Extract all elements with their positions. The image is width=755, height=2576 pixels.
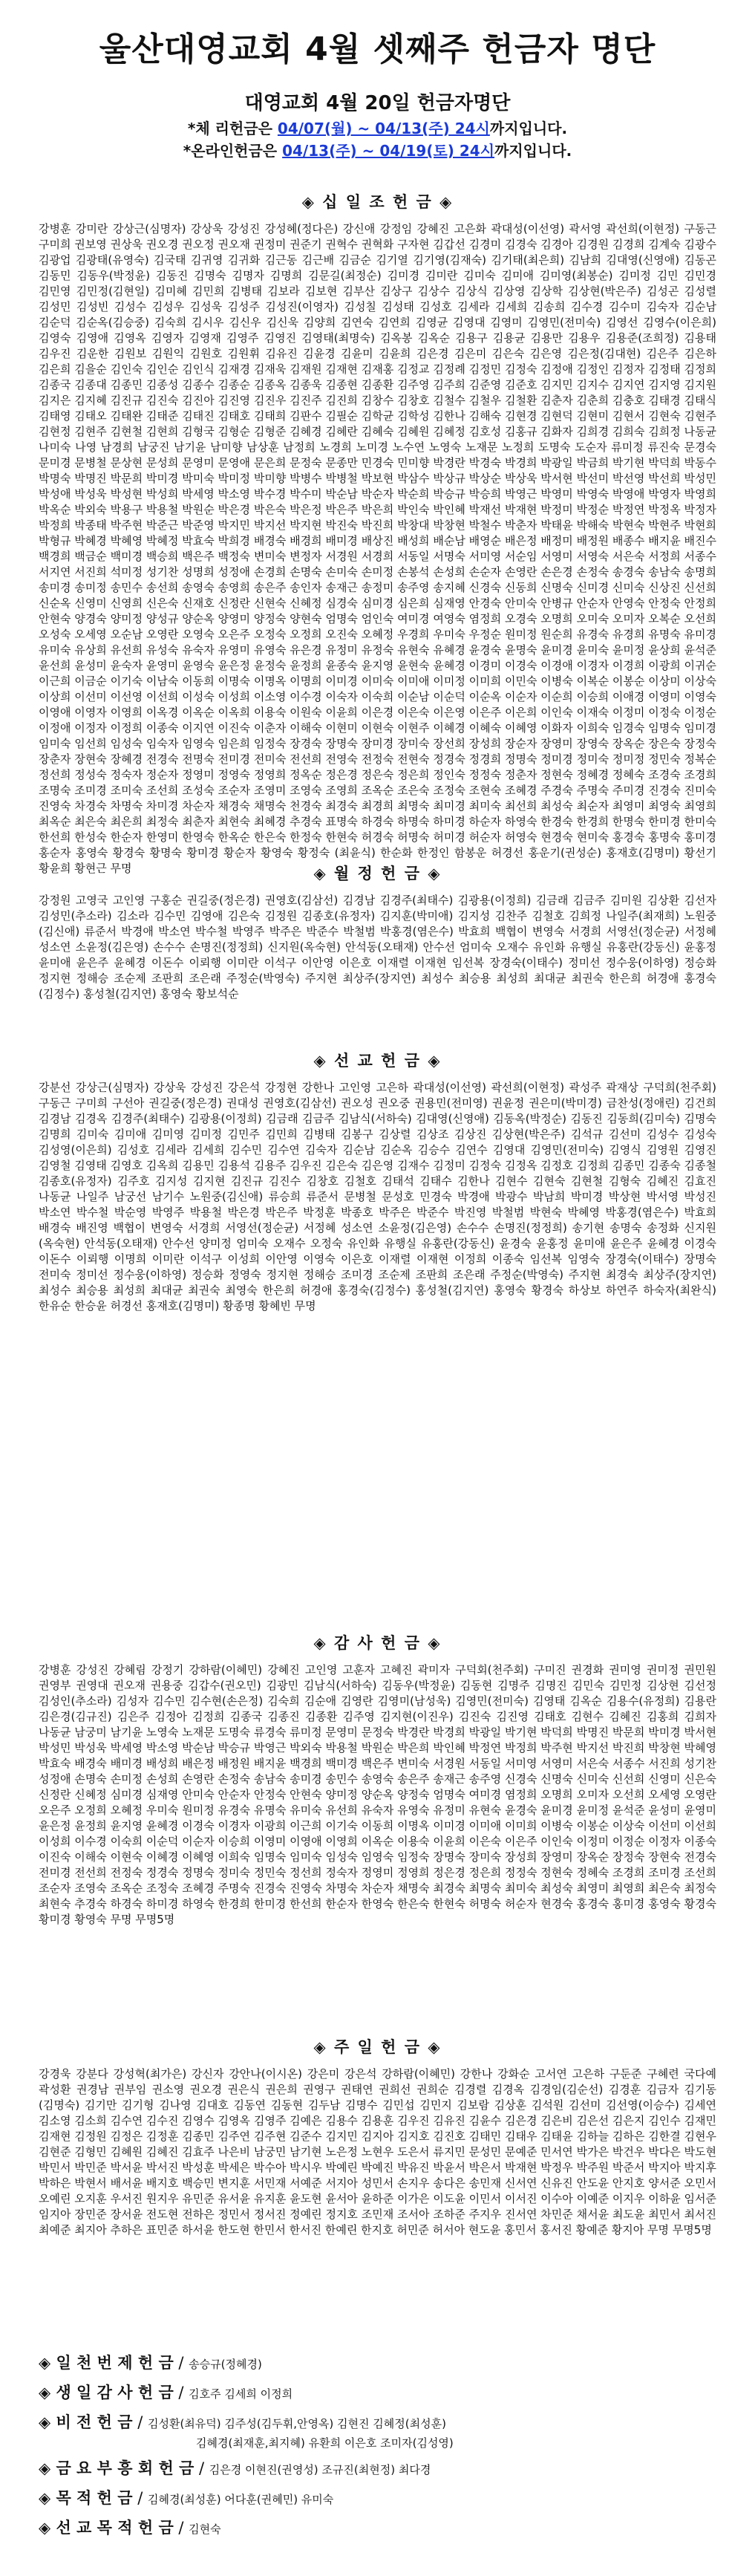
- section-title: ◈ 선 교 헌 금 ◈: [313, 1052, 442, 1070]
- offline-suffix: 까지입니다.: [489, 120, 568, 137]
- tithe-names: 강병훈 강미란 강상근(심명자) 강상욱 강성진 강성혜(정다은) 강신애 강정임 강혜진 고은화 곽대성(이선영) 곽서영 곽선희(이현정) 구동근 구미희 권보영 권상욱 권오경 권오정 권오재 권정미 권준기 권혁수 권혁화 구자현 김갑선 김경미 김경숙 김경아 김경원 김경희 김계숙 김광수 김광업 김광태(유영숙) 김국태 김귀영 김귀화 김근동 김근배 김금순 김기열 김기영(김재숙) 김기태(최은희) 김남희 김대영(신영애) 김동곤 김동민 김동우(박정윤) 김동진 김명숙 김명자 김명희 김문길(최정순) 김미경 김미란 김미숙 김미애 김미영(최봉순) 김미정 김민 김민경 김민영 김민정(김현일) 김미혜 김민희 김병태 김보라 김보현 김부산 김상구 김상수 김상식 김상영 김상학 김상현(박은주) 김성곤 김성렬 김성민 김성빈 김성수 김성우 김성욱 김성주 김성진(이영자) 김성칠 김성태 김성호 김세라 김세희 김송희 김수경 김수미 김숙자 김순남 김순덕 김순옥(김승중) 김숙희 김시우 김신우 김신욱 김양희 김연숙 김연희 김영균 김영대 김영미 김영민(전미숙) 김영선 김영수(이은희) 김영숙 김영애 김영옥 김영자 김영재 김영주 김영진 김영태(최명숙) 김옥봉 김옥순 김용구 김용균 김용만 김용우 김용준(조희정) 김용태 김우진 김운한 김원보 김원익 김원호 김원휘 김유진 김윤경 김윤미 김윤희 김은경 김은미 김은숙 김은영 김은정(김대현) 김은주 김은하 김은희 김을순 김인숙 김인순 김인식 김재경 김재욱 김재원 김재현 김재홍 김정교 김정례 김정민 김정숙 김정애 김정인 김정자 김정태 김정희 김종국 김종대 김종민 김종성 김종수 김종순 김종옥 김종욱 김종현 김종환 김주영 김주희 김준영 김준호 김지민 김지수 김지연 김지영 김지원 김지은 김지혜 김진규 김진숙 김진아 김진영 김진우 김진주 김진희 김창수 김창호 김철수 김철우 김철환 김춘자 김춘희 김충호 김태경 김태식 김태영 김태오 김태완 김태준 김태진 김태호 김태희 김판수 김필순 김학균 김학성 김한나 김해숙 김현경 김현덕 김현미 김현서 김현숙 김현주 김현정 김현주 김현철 김현희 김형국 김형순 김형준 김혜경 김혜란 김혜숙 김혜원 김혜정 김호성 김홍규 김화자 김희경 김희숙 김희정 나동균 나미숙 나영 남경희 남궁진 남기윤 남미향 남상훈 남정희 노경희 노미경 노수연 노영숙 노재문 노정희 도명숙 도순자 류미정 류진숙 문경숙 문미경 문병철 문상현 문성희 문영미 문영애 문은희 문정숙 문종만 민경숙 민미향 박경란 박경숙 박경희 박광일 박금희 박기현 박덕희 박동수 박명숙 박명진 박문희 박미경 박미숙 박미정 박미향 박병수 박병철 박보현 박삼수 박상규 박상순 박상욱 박서현 박선미 박선영 박선희 박성민 박성애 박성욱 박성현 박성희 박세영 박소영 박수경 박수미 박순남 박순자 박순희 박승규 박승희 박영근 박영미 박영숙 박영애 박영자 박영희 박옥순 박외숙 박용구 박용철 박원순 박은경 박은숙 박은정 박은주 박은희 박인숙 박인혜 박재선 박재현 박정미 박정순 박정연 박정옥 박정자 박정희 박종태 박주현 박준근 박준영 박지민 박지선 박지현 박진숙 박진희 박창대 박창현 박철수 박춘자 박태윤 박해숙 박현숙 박현주 박현희 박형규 박혜경 박혜영 박혜정 박효숙 박희경 배경숙 배경희 배미경 배상진 배성희 배순남 배영순 배은정 배정미 배정원 배종수 배지윤 배진수 백경희 백금순 백미경 백승희 백은주 백정숙 변미숙 변정자 서경원 서경희 서동일 서명숙 서미영 서순임 서영미 서영숙 서은숙 서정희 서종수 서지연 서진희 석미정 성기찬 성명희 성정애 손경희 손명숙 손미숙 손미정 손봉석 손성희 손순자 손영란 손은경 손정숙 송경숙 송남숙 송명희 송미경 송미정 송민수 송선희 송영숙 송영희 송은주 송인자 송재근 송정미 송주영 송지혜 신경숙 신동희 신명숙 신미경 신미숙 신상진 신선희 신순옥 신영미 신영희 신은숙 신재호 신정란 신현숙 신혜정 심경숙 심미경 심은희 심재영 안경숙 안미숙 안병규 안순자 안영숙 안정숙 안정희 안현숙 양경숙 양미정 양성규 양순옥 양영미 양정숙 양현숙 엄명숙 엄인숙 여미경 여영숙 염정희 오경숙 오명희 오미숙 오미자 오복순 오선희 오성숙 오세영 오순남 오영란 오영숙 오은주 오정숙 오정희 오진숙 오혜정 우경희 우미숙 우정순 원미정 원순희 유경숙 유경희 유명숙 유미경 유미숙 유상희 유선희 유성숙 유숙자 유영미 유영숙 유은경 유정미 유정숙 유현숙 유혜경 윤경숙 윤명숙 윤미경 윤미숙 윤미정 윤상희 윤석준 윤선희 윤성미 윤숙자 윤영미 윤영숙 윤은정 윤정숙 윤정희 윤종숙 윤지영 윤현숙 윤혜경 이경미 이경숙 이경애 이경자 이경희 이광희 이귀순 이근희 이금순 이기숙 이남숙 이동희 이명숙 이명옥 이명희 이미경 이미숙 이미애 이미정 이미희 이민숙 이병숙 이복순 이봉순 이상미 이상숙 이상희 이선미 이선영 이선희 이성숙 이성희 이소영 이수경 이숙자 이숙희 이순남 이순덕 이순옥 이순자 이순희 이승희 이애경 이영미 이영숙 이영애 이영자 이영희 이옥경 이옥순 이옥희 이용숙 이원숙 이윤희 이은경 이은숙 이은영 이은주 이은희 이인숙 이재숙 이정미 이정숙 이정순 이정애 이정자 이정희 이종숙 이지연 이진숙 이춘자 이해숙 이현미 이현숙 이현주 이혜경 이혜숙 이혜영 이화자 이희숙 임경숙 임명숙 임미경 임미숙 임선희 임성숙 임숙자 임영숙 임은희 임정숙 장경숙 장명숙 장미경 장미숙 장선희 장성희 장순자 장영미 장영숙 장옥순 장은숙 장정숙 장춘자 장현숙 장혜경 전경숙 전명숙 전미경 전미숙 전선희 전영숙 전정숙 전현숙 정경숙 정경희 정명숙 정미경 정미숙 정미정 정민숙 정복순 정선희 정성숙 정숙자 정순자 정영미 정영숙 정영희 정옥순 정은경 정은숙 정은희 정인숙 정정숙 정춘자 정현숙 정혜경 정혜숙 조경숙 조경희 조명숙 조미경 조미숙 조선희 조성숙 조순자 조영미 조영숙 조영희 조옥순 조은숙 조정숙 조현숙 조혜경 주경숙 주명숙 주미경 진경숙 진미숙 진영숙 차경숙 차명숙 차미경 차순자 채경숙 채명숙 천경숙 최경숙 최경희 최명숙 최미경 최미숙 최선희 최성숙 최순자 최영미 최영숙 최영희 최옥순 최은숙 최은희 최정숙 최춘자 최현숙 최혜경 추경숙 표명숙 하경숙 하명숙 하미경 하순자 하영숙 한경숙 한경희 한명숙 한미경 한미숙 한선희 한성숙 한순자 한영미 한영숙 한옥순 한은숙 한정숙 한현숙 허경숙 허명숙 허미경 허순자 허영숙 현경숙 현미숙 홍경숙 홍명숙 홍미경 홍순자 홍영숙 황경숙 황명숙 황미경 황순자 황영숙 황정숙 (최윤식) 한순화 한정인 함봉운 허경선 홍운기(권성순) 홍재호(김명미) 황선기 황윤희 황현근 무명: [39, 222, 716, 875]
- section-title: ◈ 주 일 헌 금 ◈: [313, 2038, 442, 2056]
- row-separator: /: [173, 2519, 189, 2537]
- page-title: 울산대영교회 4월 셋째주 헌금자 명단: [99, 30, 656, 68]
- offline-dates: 04/07(월) ~ 04/13(주) 24시: [277, 120, 490, 137]
- mission-names: 강분선 강상근(심명자) 강상욱 강성진 강은석 강정현 강한나 고인영 고은하 곽대성(이선영) 곽선희(이현정) 곽성주 곽재상 구덕희(천주회) 구동근 구미희 구선아 권길중(정은경) 권대성 권영호(김삼선) 권오성 권오중 권용민(전미영) 권윤정 권은미(박미경) 금찬성(정애린) 김건희 김경남 김경옥 김경주(최태수) 김광용(이정희) 김금래 김금주 김남식(서하숙) 김대영(신영애) 김동옥(박정순) 김동진 김동희(김미숙) 김명숙 김명희 김미숙 김미애 김미영 김미정 김민주 김민희 김병태 김봉구 김상렬 김상조 김상진 김상현(박은주) 김석규 김선미 김성수 김성숙 김성영(이은희) 김성호 김세라 김세희 김수민 김수연 김숙자 김순남 김순옥 김승수 김연수 김영대 김영민(전미숙) 김영식 김영원 김영진 김영철 김영태 김영호 김옥희 김용민 김용석 김용주 김우진 김은숙 김은영 김재수 김정미 김정숙 김정옥 김정호 김정희 김종민 김종숙 김종철 김종호(유정자) 김주호 김지성 김지현 김진규 김진수 김창호 김철호 김태석 김태수 김한나 김현수 김현숙 김현철 김형숙 김혜진 김효진 나동균 나일주 남궁선 남기수 노원중(김신애) 류승희 류준서 문병철 문성호 민경숙 박경애 박광수 박남희 박미경 박상현 박서영 박성진 박소연 박수철 박순영 박영주 박용철 박은경 박은주 박정훈 박종호 박주은 박준수 박진영 박철범 박현숙 박혜영 박홍경(염은수) 박효희 배경숙 배진영 백협이 변영숙 서경희 서영선(정순균) 서정혜 성소연 소윤정(김은영) 손수수 손명진(정정희) 송기현 송명숙 송정화 신지원(옥숙현) 안석동(오태재) 안수선 양미정 엄미숙 오재수 오정숙 유인화 유행실 유홍란(강동신) 윤경숙 윤홍정 윤미애 윤은주 윤혜경 이경숙 이돈수 이뢰행 이명희 이미란 이석구 이성희 이안영 이영숙 이은호 이재렬 이재현 이정희 이종숙 임선복 임영숙 장경숙(이태수) 장명숙 전미숙 정미선 정수웅(이하영) 정승화 정영숙 정지현 정해승 조미경 조순제 조판희 조은래 주정순(박영숙) 주지현 최경숙 최상주(장지연) 최성수 최승용 최성희 최대균 최권숙 최영숙 한은희 허경애 홍경숙(김정수) 홍성철(김지연) 홍영숙 황경숙 하상보 하연주 하숙자(최완식) 한유순 한승윤 허경선 홍재호(김명미) 황종명 황혜빈 무명: [39, 1081, 716, 1313]
- row-separator: /: [132, 2413, 148, 2431]
- row-value: 김성환(최유덕) 김주성(김두휘,안영옥) 김현진 김혜정(최성훈): [147, 2417, 446, 2430]
- row-label: ◈ 일 천 번 제 헌 금: [39, 2354, 174, 2372]
- section-title: ◈ 월 정 헌 금 ◈: [313, 865, 442, 882]
- row-label: ◈ 생 일 감 사 헌 금: [39, 2384, 174, 2401]
- row-label: ◈ 선 교 목 적 헌 금: [39, 2519, 174, 2537]
- mission-purpose-offering-row: [39, 2517, 716, 2540]
- thanksgiving-names: 강병훈 강성진 강혜림 강정기 강하람(이혜민) 강혜진 고인영 고훈자 고혜진 곽미자 구덕회(천주회) 구미진 권경화 권미영 권미정 권민원 권영부 권영대 권오재 권용중 김갑수(권오민) 김광민 김남식(서하숙) 김동우(박정윤) 김동현 김명주 김명진 김민숙 김민정 김상현 김선정 김성인(추소라) 김성자 김수민 김수현(손은정) 김숙희 김순애 김영란 김영미(남성욱) 김영민(전미숙) 김영태 김옥순 김용수(유정희) 김용란 김은경(김규진) 김은주 김정아 김정희 김종국 김종진 김종환 김주영 김지현(이진우) 김진숙 김진영 김태호 김현수 김혜진 김홍희 김희자 나동균 남궁미 남기윤 노영숙 노재문 도명숙 류경숙 류미정 문영미 문정숙 박경란 박경희 박광일 박기현 박덕희 박명진 박문희 박미경 박서현 박성민 박성욱 박세영 박소영 박순남 박승규 박영근 박외숙 박용철 박원순 박은희 박인혜 박정연 박정희 박주현 박지선 박진희 박창현 박혜영 박효숙 배경숙 배미경 배성희 배은정 배정원 배지윤 백경희 백미경 백은주 변미숙 서경원 서동일 서미영 서영미 서은숙 서종수 서진희 성기찬 성정애 손명숙 손미정 손성희 손영란 손정숙 송남숙 송미경 송민수 송영숙 송은주 송재근 송주영 신경숙 신명숙 신미숙 신선희 신영미 신은숙 신정란 신혜정 심미경 심재영 안미숙 안순자 안정숙 안현숙 양미정 양순옥 양정숙 엄명숙 여미경 염정희 오명희 오미자 오선희 오세영 오영란 오은주 오정희 오혜정 우미숙 원미정 유경숙 유명숙 유미숙 유선희 유숙자 유영숙 유정미 유현숙 윤경숙 윤미경 윤미정 윤석준 윤성미 윤영미 윤은정 윤정희 윤지영 윤혜경 이경숙 이경자 이광희 이근희 이기숙 이동희 이명옥 이미경 이미애 이미희 이병숙 이봉순 이상숙 이선미 이선희 이성희 이수경 이숙희 이순덕 이순자 이승희 이영미 이영애 이영희 이옥순 이용숙 이윤희 이은숙 이은주 이인숙 이정미 이정순 이정자 이종숙 이진숙 이해숙 이현숙 이혜경 이혜영 이희숙 임명숙 임미숙 임성숙 임영숙 임정숙 장명숙 장미숙 장성희 장영미 장옥순 장정숙 장현숙 전경숙 전미경 전선희 전정숙 정경숙 정명숙 정미숙 정민숙 정선희 정숙자 정영미 정영희 정은경 정은희 정정숙 정현숙 정혜숙 조경희 조미경 조선희 조순자 조영숙 조옥순 조정숙 조혜경 주명숙 진경숙 진영숙 차명숙 차순자 채명숙 최경숙 최명숙 최미숙 최성숙 최영미 최영희 최은숙 최정숙 최현숙 추경숙 하경숙 하미경 하영숙 한경희 한미경 한선희 한순자 한영숙 한은숙 한현숙 허명숙 허순자 현경숙 홍경숙 홍미경 홍영숙 황경숙 황미경 황영숙 무명 무명5명: [39, 1663, 716, 1926]
- row-separator: /: [132, 2489, 148, 2507]
- row-separator: /: [173, 2384, 189, 2401]
- section-thanksgiving: [0, 1631, 755, 2019]
- row-separator: /: [194, 2459, 209, 2477]
- row-value: 송승규(정혜경): [189, 2358, 262, 2371]
- birthday-offering-row: [39, 2381, 716, 2405]
- offline-period: [0, 117, 755, 140]
- section-title: ◈ 감 사 헌 금 ◈: [313, 1634, 442, 1652]
- sunday-names: 강경욱 강분다 강성혁(최가은) 강신자 강안나(이시온) 강은미 강은석 강하람(이혜민) 강한나 강화순 고서연 고은하 구둔준 구혜련 국다예 곽성환 권경남 권부임 권소영 권오경 권은식 권은희 권영구 권태연 권희선 권희순 김경렬 김경옥 김경임(김순선) 김경훈 김금자 김기동(김명숙) 김기만 김기형 김나영 김대호 김동연 김동현 김두남 김명수 김민섭 김민지 김보람 김상훈 김석원 김선미 김선영(이승수) 김세연 김소영 김소희 김수연 김수진 김영수 김영옥 김영주 김예은 김용수 김용훈 김우진 김유진 김윤수 김은경 김은비 김은선 김은지 김인수 김재민 김재현 김정원 김정은 김정훈 김종민 김주연 김주현 김준수 김지민 김지아 김지호 김진호 김태민 김태우 김태윤 김하늘 김하은 김한결 김현우 김현준 김형민 김혜원 김혜진 김효주 나은비 남궁민 남기현 노은정 노현우 도은서 류지민 문성민 문예준 민서연 박가은 박건우 박다은 박도현 박민서 박민준 박서윤 박서진 박성훈 박세은 박수아 박시우 박예린 박예진 박유진 박윤서 박은서 박재현 박정우 박주원 박준서 박지아 박지후 박하은 박현서 배서윤 배지호 백승민 변지훈 서민재 서예준 서지아 성민서 손지우 송다은 송민재 신서연 신유진 안도윤 안지호 양서준 오민서 오예린 오지훈 우서진 원지우 유민준 유서윤 유지훈 윤도현 윤서아 윤하준 이가은 이도윤 이민서 이서진 이수아 이예준 이지우 이하윤 임서준 임지아 장민준 장서윤 전도현 전하은 정민서 정서진 정예린 정지호 조민재 조서아 조하준 주지우 진서연 차민준 채서윤 최도윤 최민서 최서진 최예준 최지아 추하은 표민준 하서윤 한도현 한민서 한서진 한예린 한지호 허민준 허서아 현도윤 홍민서 홍서진 황예준 황지아 무명 무명5명: [39, 2067, 716, 2237]
- row-separator: /: [173, 2354, 189, 2372]
- section-mission: [0, 1049, 755, 1615]
- offline-prefix: *체 리헌금은: [187, 120, 278, 137]
- ilcheon-offering-row: [39, 2352, 716, 2375]
- special-offerings: [0, 2352, 755, 2540]
- online-period: [0, 140, 755, 162]
- row-value: 김현숙: [189, 2523, 221, 2536]
- friday-revival-offering-row: [39, 2457, 716, 2481]
- row-value-continued: 김혜경(최재훈,최지혜) 유환희 이은호 조미자(김성영): [196, 2436, 454, 2450]
- row-label: ◈ 비 전 헌 금: [39, 2413, 133, 2431]
- row-label: ◈ 목 적 헌 금: [39, 2489, 133, 2507]
- page-subtitle: 대영교회 4월 20일 헌금자명단: [244, 92, 511, 114]
- online-suffix: 까지입니다.: [494, 142, 572, 160]
- purpose-offering-row: [39, 2487, 716, 2511]
- offering-period-notice: [0, 117, 755, 162]
- section-title: ◈ 십 일 조 헌 금 ◈: [301, 193, 454, 211]
- row-value: 김호주 김세희 이정희: [189, 2387, 293, 2401]
- vision-offering-row: [39, 2411, 716, 2451]
- section-monthly: [0, 862, 755, 1034]
- online-prefix: *온라인헌금은: [183, 142, 283, 160]
- monthly-names: 강정원 고영국 고인영 구홍순 권길중(정은경) 권영호(김삼선) 김경남 김경주(최태수) 김광용(이정희) 김금래 김금주 김미원 김상환 김선자 김성민(추소라) 김소라 김수민 김영애 김은숙 김정원 김종호(유정자) 김지훈(박미애) 김지성 김찬주 김철호 김희정 나일주(최재희) 노원중(김신애) 류준서 박경애 박소연 박수철 박영주 박주은 박준수 박철범 박홍경(염은수) 박효희 백협이 변영숙 서경희 서영선(정순균) 서정혜 성소연 소윤정(김은영) 손수수 손명진(정정희) 신지원(옥숙현) 안석동(오태재) 안수선 엄미숙 오재수 유인화 유행실 유홍란(강동신) 윤홍정 윤미애 윤은주 윤혜경 이돈수 이뢰행 이미란 이석구 이안영 이은호 이재렬 이재현 임선복 장경숙(이태수) 정미선 정수웅(이하영) 정승화 정지현 정해승 조순제 조판희 조은래 주정순(박영숙) 주지현 최상주(장지연) 최성수 최승용 최성희 최대균 최권숙 한은희 허경애 홍경숙(김정수) 홍성철(김지연) 홍영숙 황보석순: [39, 894, 716, 1001]
- row-value: 김혜경(최성훈) 어다훈(권혜민) 유미숙: [147, 2493, 334, 2506]
- online-dates: 04/13(주) ~ 04/19(토) 24시: [282, 142, 495, 160]
- row-label: ◈ 금 요 부 흥 회 헌 금: [39, 2459, 195, 2477]
- section-sunday: [0, 2035, 755, 2334]
- row-value: 김은경 이현진(권영성) 조규진(최현정) 최다경: [209, 2463, 431, 2476]
